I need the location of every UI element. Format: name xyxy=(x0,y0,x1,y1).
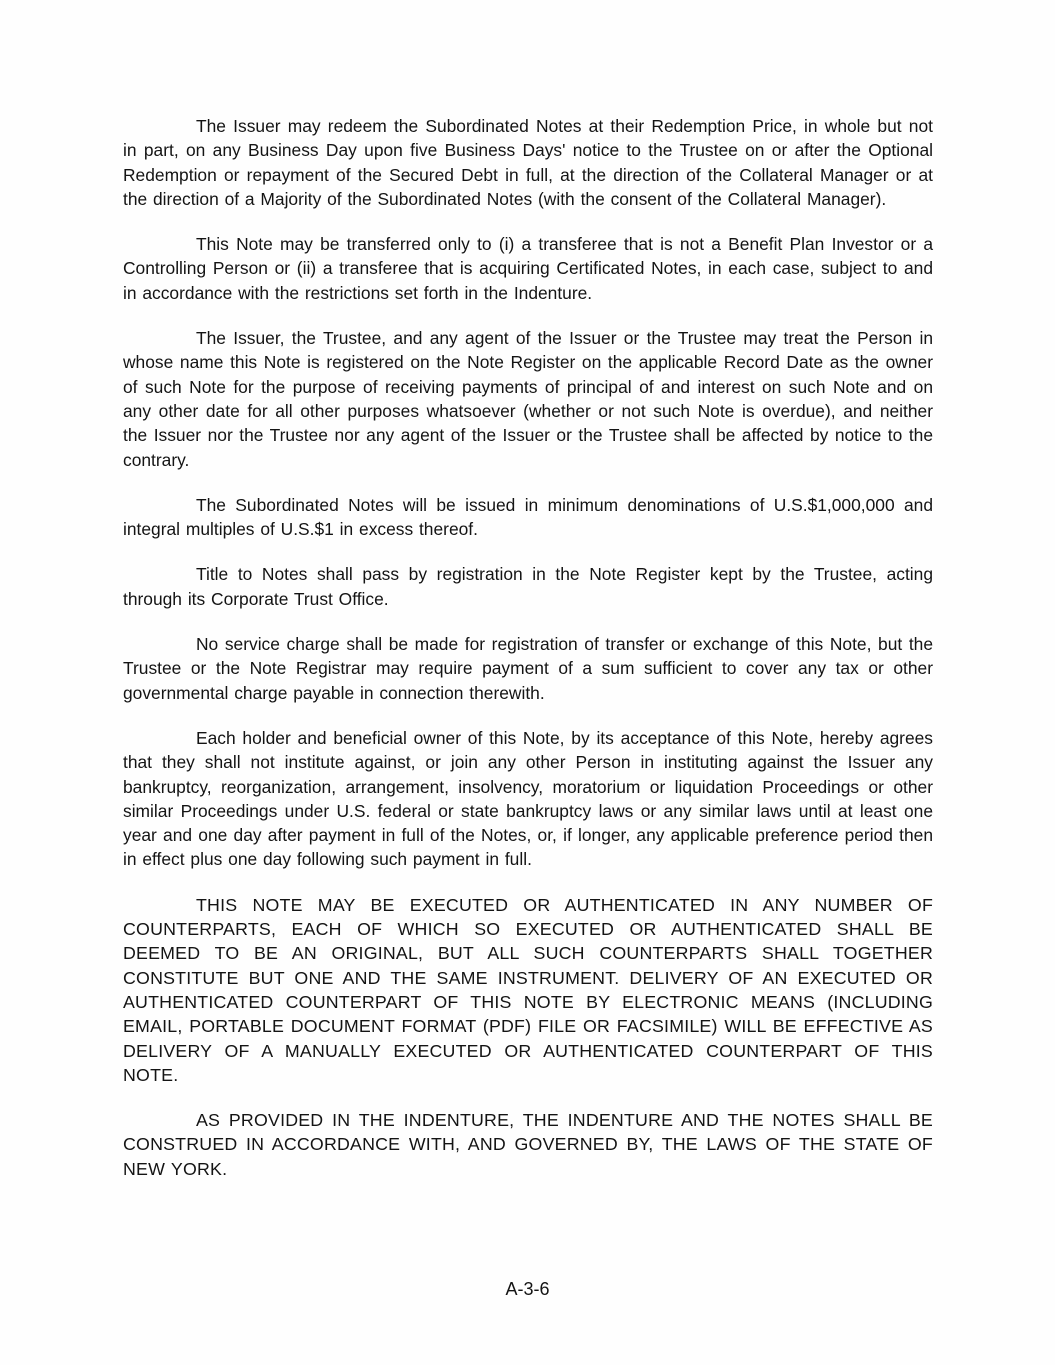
paragraph-denominations: The Subordinated Notes will be issued in minimum denominations of U.S.$1,000,000 and integral multiples of U.S.$1 in excess thereof. xyxy=(123,494,933,540)
paragraph-redemption: The Issuer may redeem the Subordinated Notes at their Redemption Price, in whole but not in part, on any Business Day upon five Business Days' notice to the Trustee on or after the Optional Redemption or repayment of the Secured Debt in full, at the direction of the Collateral Manager or at the direction of a Majority of the Subordinated Notes (with the consent of the Collateral Manager). xyxy=(123,116,933,209)
paragraph-non-petition: Each holder and beneficial owner of this Note, by its acceptance of this Note, hereby agrees that they shall not institute against, or join any other Person in instituting against the Issuer any bankruptcy, reorganization, arrangement, insolvency, moratorium or liquidation Proceedings or other similar Proceedings under U.S. federal or state bankruptcy laws or any similar laws until at least one year and one day after payment in full of the Notes, or, if longer, any applicable preference period then in effect plus one day following such payment in full. xyxy=(123,727,933,870)
paragraph-registered-owner: The Issuer, the Trustee, and any agent of the Issuer or the Trustee may treat the Person in whose name this Note is registered on the Note Register on the applicable Record Date as the owner of such Note for the purpose of receiving payments of principal of and interest on such Note and on any other date for all other purposes whatsoever (whether or not such Note is overdue), and neither the Issuer nor the Trustee nor any agent of the Issuer or the Trustee shall be affected by notice to the contrary. xyxy=(123,328,933,470)
paragraph-governing-law: AS PROVIDED IN THE INDENTURE, THE INDENTURE AND THE NOTES SHALL BE CONSTRUED IN ACCORDANCE WITH, AND GOVERNED BY, THE LAWS OF THE STATE OF NEW YORK. xyxy=(123,1110,933,1179)
paragraph-transfer-restrictions: This Note may be transferred only to (i) a transferee that is not a Benefit Plan Investor or a Controlling Person or (ii) a transferee that is acquiring Certificated Notes, in each case, subject to and in accordance with the restrictions set forth in the Indenture. xyxy=(123,234,933,303)
paragraph-service-charge: No service charge shall be made for registration of transfer or exchange of this Note, but the Trustee or the Note Registrar may require payment of a sum sufficient to cover any tax or other governmental charge payable in connection therewith. xyxy=(123,634,933,703)
paragraph-counterparts: THIS NOTE MAY BE EXECUTED OR AUTHENTICATED IN ANY NUMBER OF COUNTERPARTS, EACH OF WHICH SO EXECUTED OR AUTHENTICATED SHALL BE DEEMED TO BE AN ORIGINAL, BUT ALL SUCH COUNTERPARTS SHALL TOGETHER CONSTITUTE BUT ONE AND THE SAME INSTRUMENT. DELIVERY OF AN EXECUTED OR AUTHENTICATED COUNTERPART OF THIS NOTE BY ELECTRONIC MEANS (INCLUDING EMAIL, PORTABLE DOCUMENT FORMAT (PDF) FILE OR FACSIMILE) WILL BE EFFECTIVE AS DELIVERY OF A MANUALLY EXECUTED OR AUTHENTICATED COUNTERPART OF THIS NOTE. xyxy=(123,894,933,1085)
document-body xyxy=(123,114,933,1202)
paragraph-title-registration: Title to Notes shall pass by registration in the Note Register kept by the Trustee, acting through its Corporate Trust Office. xyxy=(123,564,933,609)
page-number: A-3-6 xyxy=(505,1279,550,1299)
